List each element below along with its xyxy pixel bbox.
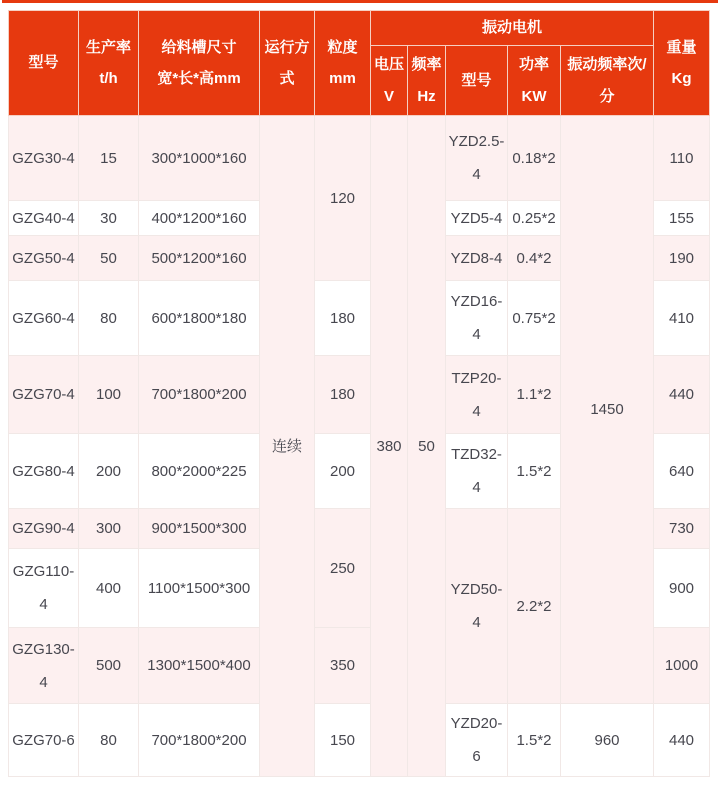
header-model: 型号: [9, 11, 79, 116]
cell-vibration-frequency: 960: [561, 704, 654, 777]
cell-motor-model: YZD20-6: [446, 704, 508, 777]
cell-granularity: 200: [315, 434, 371, 509]
table-row: [9, 116, 710, 201]
cell-model: GZG70-4: [9, 356, 79, 434]
cell-weight: 155: [654, 201, 710, 236]
cell-granularity: 150: [315, 704, 371, 777]
header-weight: [654, 11, 710, 116]
cell-granularity: 180: [315, 281, 371, 356]
cell-power: 1.5*2: [508, 434, 561, 509]
cell-size: 300*1000*160: [139, 116, 260, 201]
cell-motor-model: YZD2.5-4: [446, 116, 508, 201]
header-frequency-line1: 频率: [411, 56, 442, 73]
cell-granularity: 120: [315, 116, 371, 281]
cell-model: GZG80-4: [9, 434, 79, 509]
cell-rate: 50: [79, 236, 139, 281]
cell-model: GZG40-4: [9, 201, 79, 236]
cell-power: 0.25*2: [508, 201, 561, 236]
cell-granularity: 250: [315, 509, 371, 628]
header-voltage-line1: 电压: [373, 56, 404, 73]
header-motor-group: 振动电机: [371, 11, 654, 46]
header-rate-line1: 生产率: [85, 38, 131, 56]
cell-power: 1.5*2: [508, 704, 561, 777]
cell-size: 500*1200*160: [139, 236, 260, 281]
header-power-line1: 功率: [518, 56, 549, 73]
cell-weight: 640: [654, 434, 710, 509]
header-size: [139, 11, 260, 116]
cell-size: 700*1800*200: [139, 356, 260, 434]
header-granularity-line1: 粒度: [327, 38, 358, 56]
cell-motor-model: TZD32-4: [446, 434, 508, 509]
cell-weight: 730: [654, 509, 710, 549]
cell-model: GZG50-4: [9, 236, 79, 281]
cell-size: 900*1500*300: [139, 509, 260, 549]
header-voltage-line2: V: [383, 87, 394, 105]
cell-power: 0.75*2: [508, 281, 561, 356]
cell-motor-model: YZD5-4: [446, 201, 508, 236]
cell-voltage: 380: [371, 116, 408, 777]
cell-model: GZG90-4: [9, 509, 79, 549]
header-size-line2: 宽*长*高mm: [157, 70, 241, 87]
cell-rate: 400: [79, 549, 139, 628]
header-rate: [79, 11, 139, 116]
cell-size: 1300*1500*400: [139, 628, 260, 704]
cell-granularity: 350: [315, 628, 371, 704]
header-rate-line2: t/h: [99, 70, 118, 87]
header-vibration-frequency: 振动频率次/分: [561, 46, 654, 116]
cell-granularity: 180: [315, 356, 371, 434]
table-header: [9, 11, 710, 116]
cell-model: GZG30-4: [9, 116, 79, 201]
header-power: [508, 46, 561, 116]
top-divider-rule: [2, 0, 718, 3]
spec-table: [8, 10, 710, 777]
header-frequency-line2: Hz: [417, 87, 436, 105]
cell-size: 600*1800*180: [139, 281, 260, 356]
cell-rate: 500: [79, 628, 139, 704]
table-row: [9, 704, 710, 777]
cell-size: 400*1200*160: [139, 201, 260, 236]
cell-motor-model: YZD50-4: [446, 509, 508, 704]
cell-power: 2.2*2: [508, 509, 561, 704]
cell-power: 0.18*2: [508, 116, 561, 201]
cell-weight: 190: [654, 236, 710, 281]
cell-weight: 110: [654, 116, 710, 201]
header-granularity: [315, 11, 371, 116]
cell-weight: 440: [654, 356, 710, 434]
table-body: [9, 116, 710, 777]
cell-rate: 300: [79, 509, 139, 549]
header-granularity-line2: mm: [329, 70, 356, 87]
cell-weight: 440: [654, 704, 710, 777]
header-size-line1: 给料槽尺寸: [161, 38, 237, 56]
cell-frequency: 50: [408, 116, 446, 777]
cell-model: GZG70-6: [9, 704, 79, 777]
cell-rate: 80: [79, 704, 139, 777]
header-row-group: [9, 11, 710, 46]
cell-rate: 80: [79, 281, 139, 356]
cell-rate: 200: [79, 434, 139, 509]
header-voltage: [371, 46, 408, 116]
cell-motor-model: YZD16-4: [446, 281, 508, 356]
cell-weight: 1000: [654, 628, 710, 704]
cell-rate: 100: [79, 356, 139, 434]
header-mode: 运行方式: [260, 11, 315, 116]
cell-rate: 30: [79, 201, 139, 236]
header-frequency: [408, 46, 446, 116]
cell-rate: 15: [79, 116, 139, 201]
cell-model: GZG110-4: [9, 549, 79, 628]
cell-size: 800*2000*225: [139, 434, 260, 509]
header-motor-model: 型号: [446, 46, 508, 116]
cell-motor-model: TZP20-4: [446, 356, 508, 434]
cell-motor-model: YZD8-4: [446, 236, 508, 281]
cell-mode: 连续: [260, 116, 315, 777]
cell-model: GZG130-4: [9, 628, 79, 704]
cell-power: 0.4*2: [508, 236, 561, 281]
cell-size: 1100*1500*300: [139, 549, 260, 628]
header-weight-line2: Kg: [671, 70, 692, 87]
cell-model: GZG60-4: [9, 281, 79, 356]
cell-weight: 410: [654, 281, 710, 356]
header-weight-line1: 重量: [666, 38, 697, 56]
header-power-line2: KW: [521, 87, 547, 105]
cell-size: 700*1800*200: [139, 704, 260, 777]
cell-vibration-frequency: 1450: [561, 116, 654, 704]
cell-power: 1.1*2: [508, 356, 561, 434]
cell-weight: 900: [654, 549, 710, 628]
